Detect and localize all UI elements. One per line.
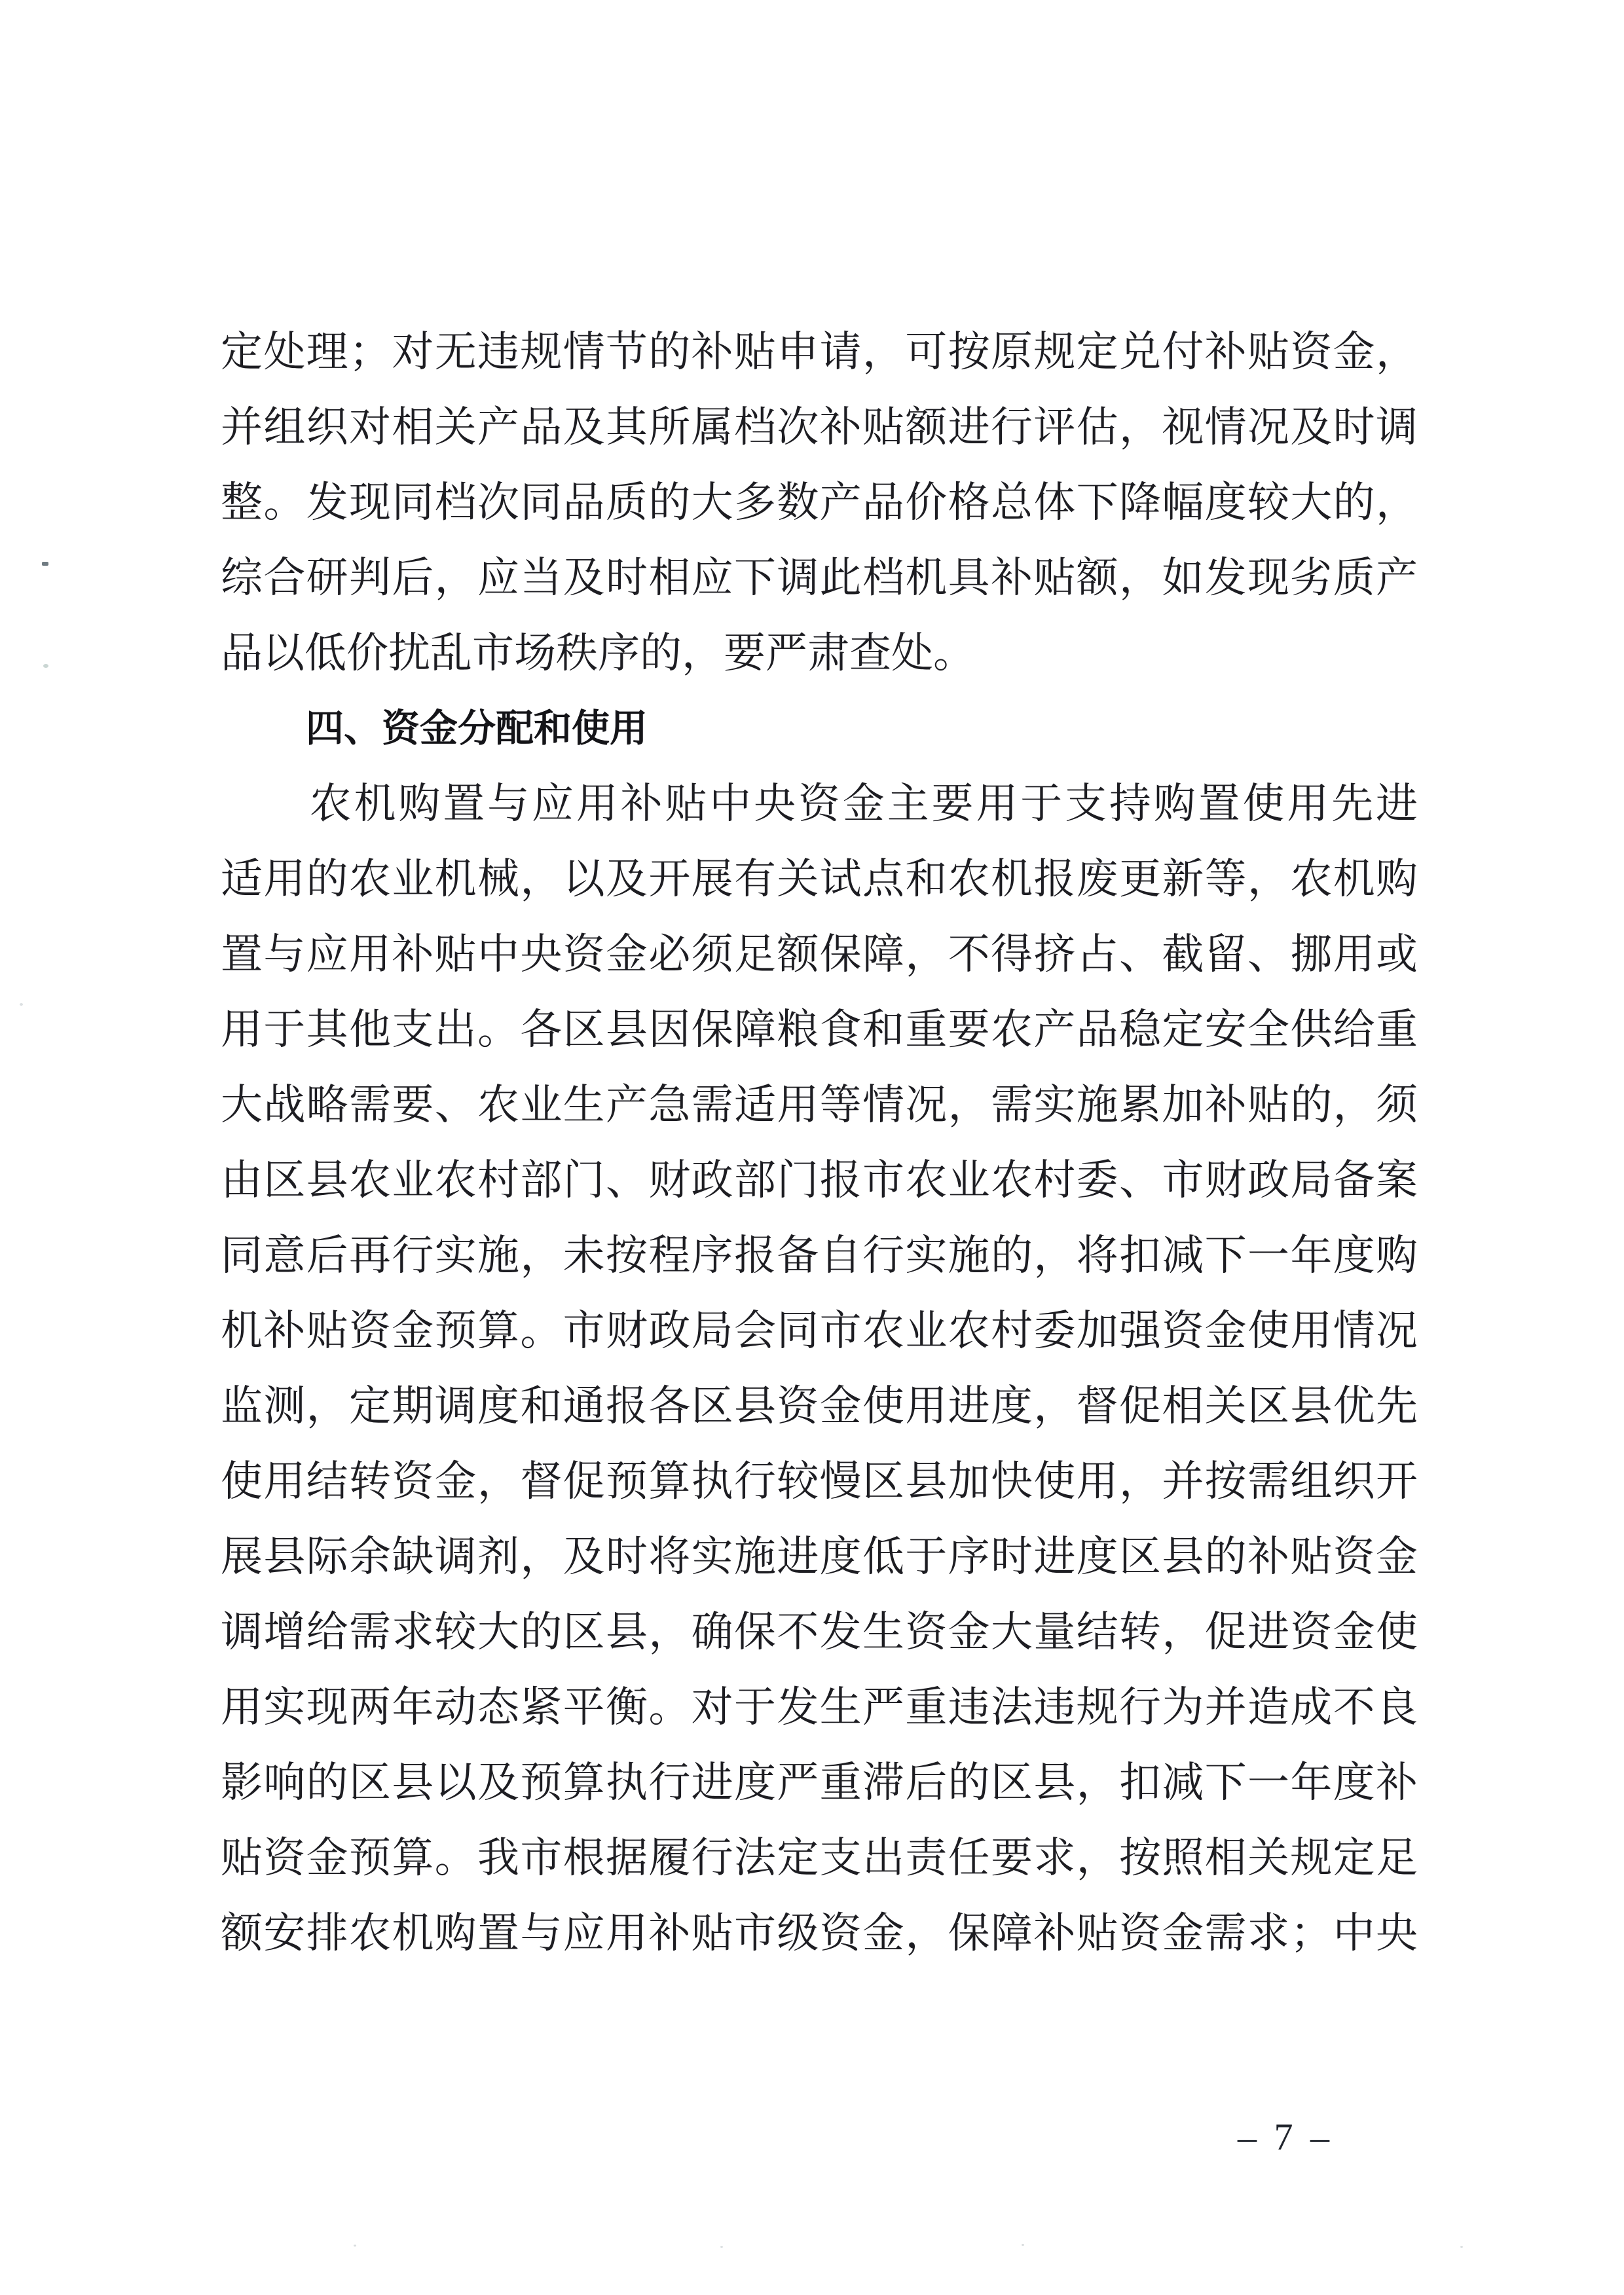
body-line: 额安排农机购置与应用补贴市级资金，保障补贴资金需求；中央 [221, 1910, 1418, 1956]
scan-speckle [43, 664, 48, 668]
body-line: 展县际余缺调剂，及时将实施进度低于序时进度区县的补贴资金 [221, 1533, 1418, 1580]
body-line: 置与应用补贴中央资金必须足额保障，不得挤占、截留、挪用或 [221, 931, 1418, 978]
body-line: 综合研判后，应当及时相应下调此档机具补贴额，如发现劣质产 [221, 555, 1418, 601]
body-line: 使用结转资金，督促预算执行较慢区县加快使用，并按需组织开 [221, 1458, 1418, 1505]
body-line: 农机购置与应用补贴中央资金主要用于支持购置使用先进 [221, 780, 1418, 827]
scan-speckle [20, 1003, 23, 1006]
body-line: 监测，定期调度和通报各区县资金使用进度，督促相关区县优先 [221, 1383, 1418, 1429]
body-line: 同意后再行实施，未按程序报备自行实施的，将扣减下一年度购 [221, 1232, 1418, 1279]
body-line: 用于其他支出。各区县因保障粮食和重要农产品稳定安全供给重 [221, 1006, 1418, 1053]
body-line: 大战略需要、农业生产急需适用等情况，需实施累加补贴的，须 [221, 1082, 1418, 1128]
body-line: 用实现两年动态紧平衡。对于发生严重违法违规行为并造成不良 [221, 1684, 1418, 1731]
body-line: 整。发现同档次同品质的大多数产品价格总体下降幅度较大的， [221, 479, 1418, 526]
scan-speckle [42, 562, 48, 566]
body-line: 机补贴资金预算。市财政局会同市农业农村委加强资金使用情况 [221, 1308, 1418, 1354]
body-line: 由区县农业农村部门、财政部门报市农业农村委、市财政局备案 [221, 1157, 1418, 1203]
section-heading: 四、资金分配和使用 [306, 707, 648, 750]
scan-speckle [1460, 2246, 1463, 2248]
body-line: 适用的农业机械，以及开展有关试点和农机报废更新等，农机购 [221, 856, 1418, 902]
body-line: 调增给需求较大的区县，确保不发生资金大量结转，促进资金使 [221, 1609, 1418, 1655]
scan-speckle [720, 2246, 723, 2248]
body-line: 品以低价扰乱市场秩序的，要严肃查处。 [221, 630, 975, 676]
scan-speckle [354, 2245, 356, 2247]
page-number: – 7 – [1238, 2116, 1333, 2158]
document-body [221, 314, 1418, 1971]
body-line: 定处理；对无违规情节的补贴申请，可按原规定兑付补贴资金， [221, 329, 1418, 375]
scan-speckle [1022, 2244, 1024, 2246]
body-line: 影响的区县以及预算执行进度严重滞后的区县，扣减下一年度补 [221, 1759, 1418, 1806]
body-line: 贴资金预算。我市根据履行法定支出责任要求，按照相关规定足 [221, 1835, 1418, 1881]
body-line: 并组织对相关产品及其所属档次补贴额进行评估，视情况及时调 [221, 404, 1418, 450]
